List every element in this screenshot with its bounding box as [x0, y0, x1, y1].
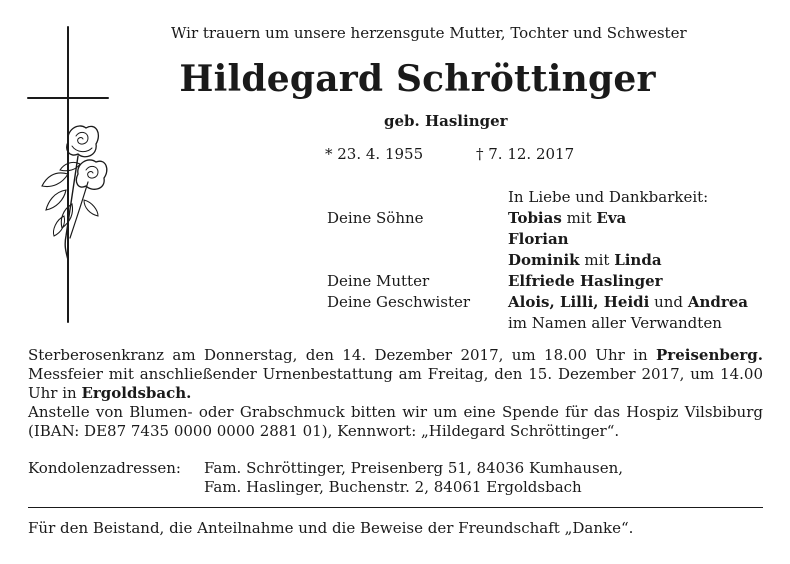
death-date: † 7. 12. 2017 — [476, 145, 575, 163]
rosary-place: Preisenberg. — [656, 346, 763, 364]
son3-entry — [508, 250, 777, 271]
closing-thanks: Für den Beistand, die Anteilnahme und die Beweise der Freundschaft „Danke“. — [28, 519, 634, 537]
spacer — [327, 229, 508, 250]
mass-place: Ergoldsbach. — [81, 384, 192, 402]
family-list — [327, 187, 777, 334]
mourning-intro: Wir trauern um unsere herzensgute Mutter, Tochter und Schwester — [171, 24, 687, 42]
son3-partner: Linda — [614, 251, 662, 269]
separator: , — [549, 293, 560, 311]
spacer — [327, 187, 508, 208]
donation-request: Anstelle von Blumen- oder Grabschmuck bitten wir um eine Spende für das Hospiz Vilsbiburg (IBAN: DE87 7435 0000 0000 2881 01), Kennwort: „Hildegard Schröttinger“. — [28, 403, 763, 440]
sons-label: Deine Söhne — [327, 209, 424, 227]
son2-row — [327, 229, 777, 250]
sibling-name: Andrea — [687, 293, 749, 311]
condolence-row-2 — [28, 478, 763, 497]
gratitude-row — [327, 187, 777, 208]
son3-row — [327, 250, 777, 271]
son3-name: Dominik — [508, 251, 580, 269]
son1-entry — [508, 208, 777, 229]
son2-name: Florian — [508, 230, 569, 248]
divider — [28, 507, 763, 508]
condolence-addresses — [28, 459, 763, 497]
siblings-label: Deine Geschwister — [327, 293, 471, 311]
rosary-text: Sterberosenkranz am Donnerstag, den 14. Dezember 2017, um 18.00 Uhr in — [28, 346, 657, 364]
condolence-row-1 — [28, 459, 763, 478]
spacer — [327, 250, 508, 271]
gratitude-text: In Liebe und Dankbarkeit: — [508, 188, 709, 206]
mother-row — [327, 271, 777, 292]
relatives-text: im Namen aller Verwandten — [508, 314, 722, 332]
birth-date: * 23. 4. 1955 — [325, 145, 424, 163]
mother-name: Elfriede Haslinger — [508, 272, 663, 290]
condolence-label: Kondolenzadressen: — [28, 459, 181, 477]
sibling-name: Lilli — [559, 293, 594, 311]
spacer — [327, 313, 508, 334]
condolence-address-2: Fam. Haslinger, Buchenstr. 2, 84061 Ergoldsbach — [204, 478, 582, 496]
sibling-name: Alois — [508, 293, 550, 311]
condolence-address-1: Fam. Schröttinger, Preisenberg 51, 84036 Kumhausen, — [204, 459, 624, 477]
siblings-entry — [508, 292, 777, 313]
mass-text: Messfeier mit anschließender Urnenbestattung am Freitag, den 15. Dezember 2017, um 14.00 Uhr in — [28, 365, 763, 402]
siblings-row — [327, 292, 777, 313]
mother-label: Deine Mutter — [327, 272, 430, 290]
conjunction: mit — [579, 251, 615, 269]
conjunction: und — [649, 293, 688, 311]
maiden-name: geb. Haslinger — [384, 112, 508, 130]
relatives-row — [327, 313, 777, 334]
conjunction: mit — [561, 209, 597, 227]
son1-name: Tobias — [508, 209, 562, 227]
deceased-name: Hildegard Schröttinger — [179, 58, 656, 100]
son1-partner: Eva — [596, 209, 627, 227]
spacer — [28, 478, 204, 497]
sibling-name: Heidi — [603, 293, 650, 311]
service-details — [28, 346, 763, 403]
separator: , — [593, 293, 604, 311]
sons-row — [327, 208, 777, 229]
